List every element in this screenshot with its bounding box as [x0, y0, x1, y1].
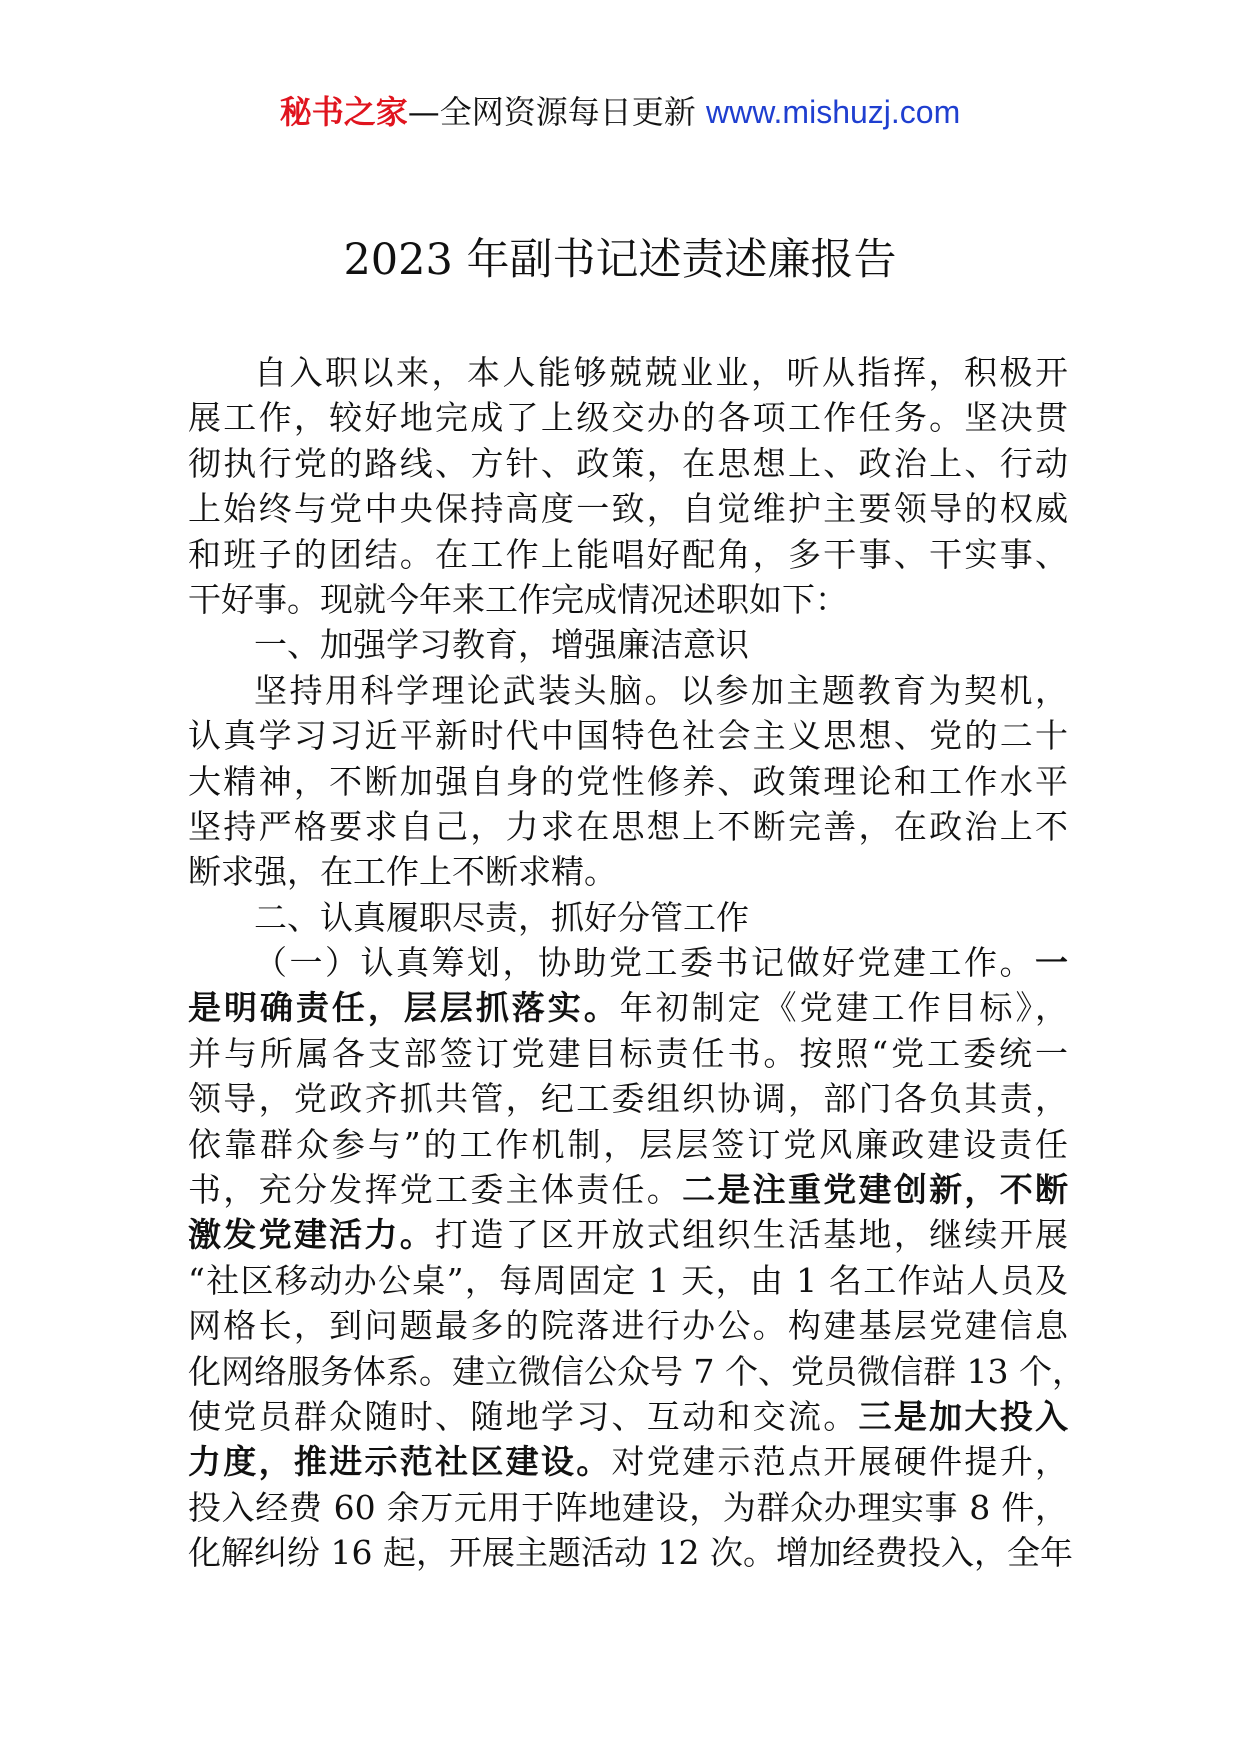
text-segment: 对党建示范点开展硬件提升， [611, 1442, 1069, 1482]
text-line [188, 759, 1068, 804]
text-segment: 认真学习习近平新时代中国特色社会主义思想、党的二十 [188, 716, 1068, 756]
text-line [188, 486, 1068, 531]
text-line [188, 804, 1068, 849]
text-line [188, 1031, 1068, 1076]
text-segment: 大精神，不断加强自身的党性修养、政策理论和工作水平 [188, 761, 1068, 801]
text-segment: 二、认真履职尽责，抓好分管工作 [254, 897, 749, 937]
bold-text: 三是加大投入 [858, 1396, 1069, 1436]
text-segment: 书，充分发挥党工委主体责任。 [188, 1170, 683, 1210]
text-line [188, 1485, 1068, 1530]
text-line [188, 985, 1068, 1030]
text-line [188, 1439, 1068, 1484]
text-segment: 自入职以来，本人能够兢兢业业，听从指挥，积极开 [254, 353, 1068, 392]
text-segment: 化解纠纷 16 起，开展主题活动 12 次。增加经费投入，全年 [188, 1533, 1073, 1573]
text-segment: 化网络服务体系。建立微信公众号 7 个、党员微信群 13 个， [188, 1351, 1085, 1391]
text-segment: 断求强，在工作上不断求精。 [188, 852, 617, 892]
text-line [188, 1212, 1068, 1257]
text-segment: 上始终与党中央保持高度一致，自觉维护主要领导的权威 [188, 489, 1068, 529]
site-tagline: —全网资源每日更新 [407, 93, 696, 131]
text-line [188, 940, 1068, 985]
text-line [188, 1303, 1068, 1348]
bold-text: 一 [1035, 943, 1068, 983]
text-line [188, 1394, 1068, 1439]
bold-text: 激发党建活力。 [188, 1215, 436, 1255]
text-line [188, 1530, 1073, 1575]
text-segment: 坚持用科学理论武装头脑。以参加主题教育为契机， [254, 670, 1068, 710]
bold-text: 力度，推进示范社区建设。 [188, 1442, 612, 1482]
text-line [188, 1167, 1068, 1212]
text-line [188, 668, 1068, 713]
text-line [188, 1349, 1085, 1394]
text-segment: 领导，党政齐抓共管，纪工委组织协调，部门各负其责， [188, 1079, 1068, 1119]
text-line [188, 1076, 1068, 1121]
text-line [188, 1122, 1068, 1167]
text-segment: 依靠群众参与”的工作机制，层层签订党风廉政建设责任 [188, 1124, 1068, 1164]
text-line [188, 895, 1068, 940]
text-line [188, 441, 1068, 486]
document-title: 2023 年副书记述责述廉报告 [343, 235, 897, 285]
text-line [188, 395, 1068, 440]
text-line [188, 713, 1068, 758]
text-segment: 投入经费 60 余万元用于阵地建设，为群众办理实事 8 件， [188, 1487, 1068, 1527]
text-segment: 干好事。现就今年来工作完成情况述职如下： [188, 579, 848, 619]
text-segment: 坚持严格要求自己，力求在思想上不断完善，在政治上不 [188, 806, 1068, 846]
bold-text: 是明确责任，层层抓落实。 [188, 988, 620, 1028]
site-brand: 秘书之家 [279, 93, 408, 131]
text-line [188, 849, 1068, 894]
text-segment: 网格长，到问题最多的院落进行办公。构建基层党建信息 [188, 1306, 1068, 1346]
text-segment: “社区移动办公桌”，每周固定 1 天，由 1 名工作站人员及 [188, 1260, 1068, 1300]
text-segment: 展工作，较好地完成了上级交办的各项工作任务。坚决贯 [188, 398, 1068, 438]
site-url-link[interactable]: www.mishuzj.com [705, 94, 961, 130]
bold-text: 二是注重党建创新，不断 [682, 1170, 1069, 1210]
site-header [0, 92, 1240, 132]
text-segment: 年初制定《党建工作目标》， [619, 988, 1069, 1028]
text-segment: （一）认真筹划，协助党工委书记做好党建工作。 [254, 943, 1035, 983]
text-segment: 并与所属各支部签订党建目标责任书。按照“党工委统一 [188, 1033, 1068, 1073]
text-segment: 和班子的团结。在工作上能唱好配角，多干事、干实事、 [188, 534, 1068, 574]
text-segment: 打造了区开放式组织生活基地，继续开展 [435, 1215, 1069, 1255]
text-line [188, 577, 1068, 622]
text-line [188, 1258, 1068, 1303]
text-segment: 一、加强学习教育，增强廉洁意识 [254, 625, 749, 665]
text-segment: 彻执行党的路线、方针、政策，在思想上、政治上、行动 [188, 443, 1068, 483]
document-body [188, 350, 1085, 1576]
text-line [188, 350, 1068, 395]
text-line [188, 622, 1068, 667]
text-line [188, 532, 1068, 577]
text-segment: 使党员群众随时、随地学习、互动和交流。 [188, 1396, 859, 1436]
